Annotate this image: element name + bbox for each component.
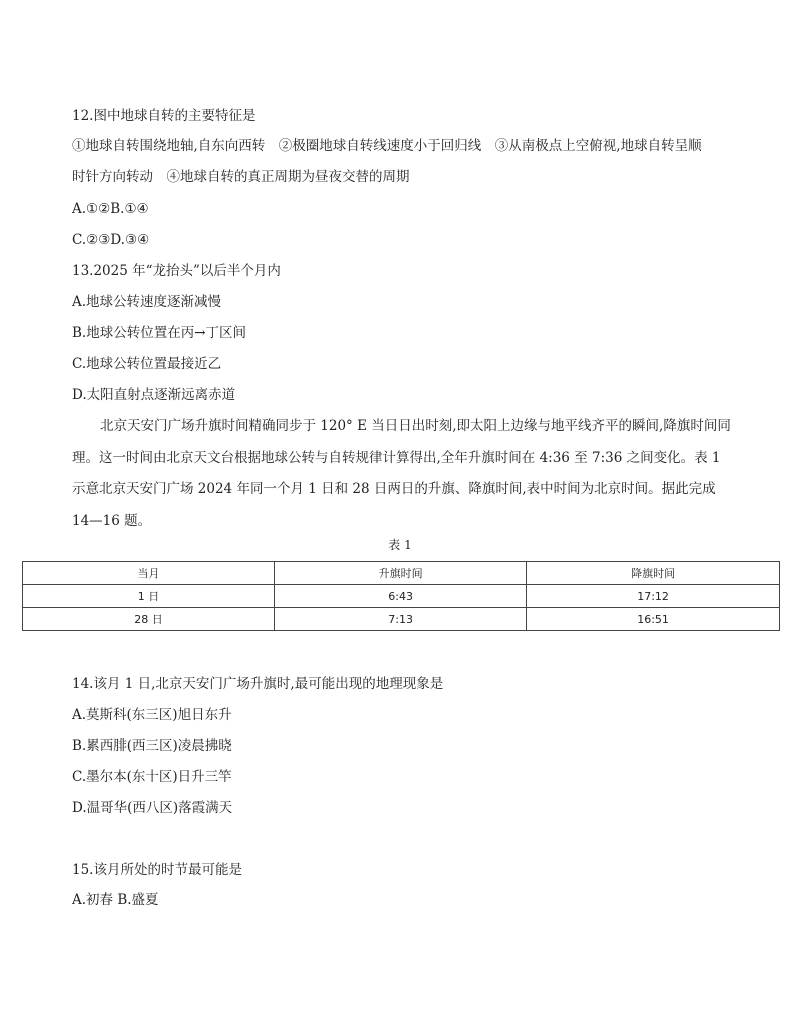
q12-choices-ab: A.①②B.①④: [72, 201, 149, 217]
cell-raise-time: 6:43: [275, 585, 527, 608]
cell-lower-time: 17:12: [527, 585, 780, 608]
q15-choices-ab: A.初春 B.盛夏: [72, 892, 159, 908]
q12-options-line1: ①地球自转围绕地轴,自东向西转 ②极圈地球自转线速度小于回归线 ③从南极点上空俯视,地球自转呈顺: [72, 138, 702, 154]
cell-day: 28 日: [23, 608, 275, 631]
q14-option-b: B.累西腓(西三区)凌晨拂晓: [72, 738, 232, 754]
flag-time-table: [22, 561, 780, 631]
table-header-row: [23, 562, 780, 585]
q13-stem: 13.2025 年“龙抬头”以后半个月内: [72, 263, 281, 279]
cell-raise-time: 7:13: [275, 608, 527, 631]
q12-choices-cd: C.②③D.③④: [72, 232, 150, 248]
q13-option-a: A.地球公转速度逐渐减慢: [72, 294, 222, 310]
header-raise-time: 升旗时间: [275, 562, 527, 585]
table-caption: 表 1: [388, 538, 412, 552]
q12-options-line2: 时针方向转动 ④地球自转的真正周期为昼夜交替的周期: [72, 169, 410, 185]
cell-lower-time: 16:51: [527, 608, 780, 631]
passage-text: 北京天安门广场升旗时间精确同步于 120° E 当日日出时刻,即太阳上边缘与地平线齐平的瞬间,降旗时间同理。这一时间由北京天文台根据地球公转与自转规律计算得出,全年升旗时间在 4:36 至 7:36 之间变化。表 1 示意北京天安门广场 2024 年同一个月 1 日和 28 日两日的升旗、降旗时间,表中时间为北京时间。据此完成 14—16 题。: [72, 418, 731, 529]
header-lower-time: 降旗时间: [527, 562, 780, 585]
q12-stem: 12.图中地球自转的主要特征是: [72, 108, 256, 124]
cell-day: 1 日: [23, 585, 275, 608]
table-row: [23, 585, 780, 608]
q14-stem: 14.该月 1 日,北京天安门广场升旗时,最可能出现的地理现象是: [72, 676, 444, 692]
q14-option-a: A.莫斯科(东三区)旭日东升: [72, 707, 232, 723]
q13-option-d: D.太阳直射点逐渐远离赤道: [72, 387, 236, 403]
q14-option-c: C.墨尔本(东十区)日升三竿: [72, 769, 232, 785]
q15-stem: 15.该月所处的时节最可能是: [72, 862, 242, 878]
header-month: 当月: [23, 562, 275, 585]
q13-option-c: C.地球公转位置最接近乙: [72, 356, 222, 372]
table-row: [23, 608, 780, 631]
q13-option-b: B.地球公转位置在丙→丁区间: [72, 325, 247, 341]
q14-option-d: D.温哥华(西八区)落霞满天: [72, 800, 233, 816]
